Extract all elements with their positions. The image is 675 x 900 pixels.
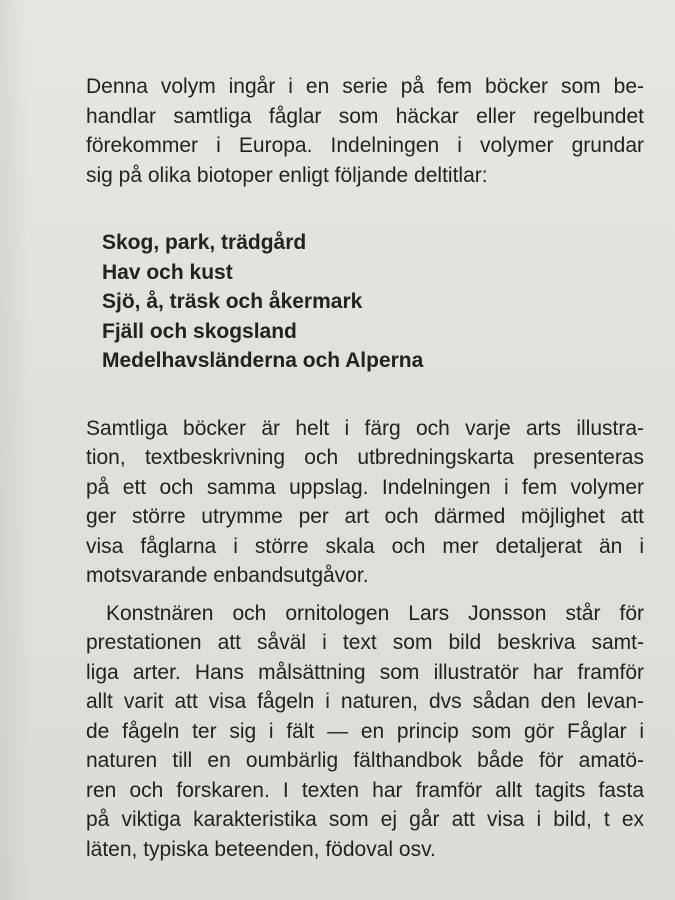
text-line: tion, textbeskrivning och utbredningskarta presenteras <box>86 446 644 469</box>
paragraph-series-intro <box>86 72 644 190</box>
paragraph-gap <box>86 591 644 599</box>
text-line: visa fåglarna i större skala och mer detaljerat än i <box>86 534 644 558</box>
text-line: allt varit att visa fågeln i naturen, dvs sådan den levan- <box>86 690 644 713</box>
text-line: förekommer i Europa. Indelningen i volymer grundar <box>86 134 644 157</box>
text-line: de fågeln ter sig i fält — en princip som gör Fåglar i <box>86 719 644 743</box>
volume-title: Hav och kust <box>102 260 233 284</box>
text-line: Denna volym ingår i en serie på fem böcker som be- <box>86 75 644 98</box>
text-line: på viktiga karakteristika som ej går att visa i bild, t ex <box>86 808 644 831</box>
text-line: Samtliga böcker är helt i färg och varje arts illustra- <box>86 416 644 440</box>
text-line: på ett och samma uppslag. Indelningen i fem volymer <box>86 475 644 499</box>
volume-title-list <box>86 228 644 376</box>
text-line: handlar samtliga fåglar som häckar eller regelbundet <box>86 104 644 128</box>
volume-title: Fjäll och skogsland <box>102 319 297 343</box>
paragraph-color-layout <box>86 414 644 591</box>
page-edge-shadow <box>0 0 30 900</box>
volume-title: Skog, park, trädgård <box>102 231 307 254</box>
text-line: sig på olika biotoper enligt följande deltitlar: <box>86 163 488 187</box>
volume-title: Sjö, å, träsk och åkermark <box>102 290 363 313</box>
text-line: motsvarande enbandsutgåvor. <box>86 564 369 587</box>
text-line: prestationen att såväl i text som bild beskriva samt- <box>86 631 644 654</box>
text-line: Konstnären och ornitologen Lars Jonsson står för <box>106 601 644 625</box>
volume-title: Medelhavsländerna och Alperna <box>102 349 424 372</box>
text-line: läten, typiska beteenden, födoval osv. <box>86 837 436 861</box>
text-line: ren och forskaren. I texten har framför allt tagits fasta <box>86 778 644 802</box>
text-line: naturen till en oumbärlig fälthandbok både för amatö- <box>86 749 644 772</box>
cover-text <box>86 72 644 864</box>
text-line: ger större utrymme per art och därmed möjlighet att <box>86 505 644 528</box>
text-line: liga arter. Hans målsättning som illustratör har framför <box>86 660 644 684</box>
paragraph-author <box>86 599 644 865</box>
